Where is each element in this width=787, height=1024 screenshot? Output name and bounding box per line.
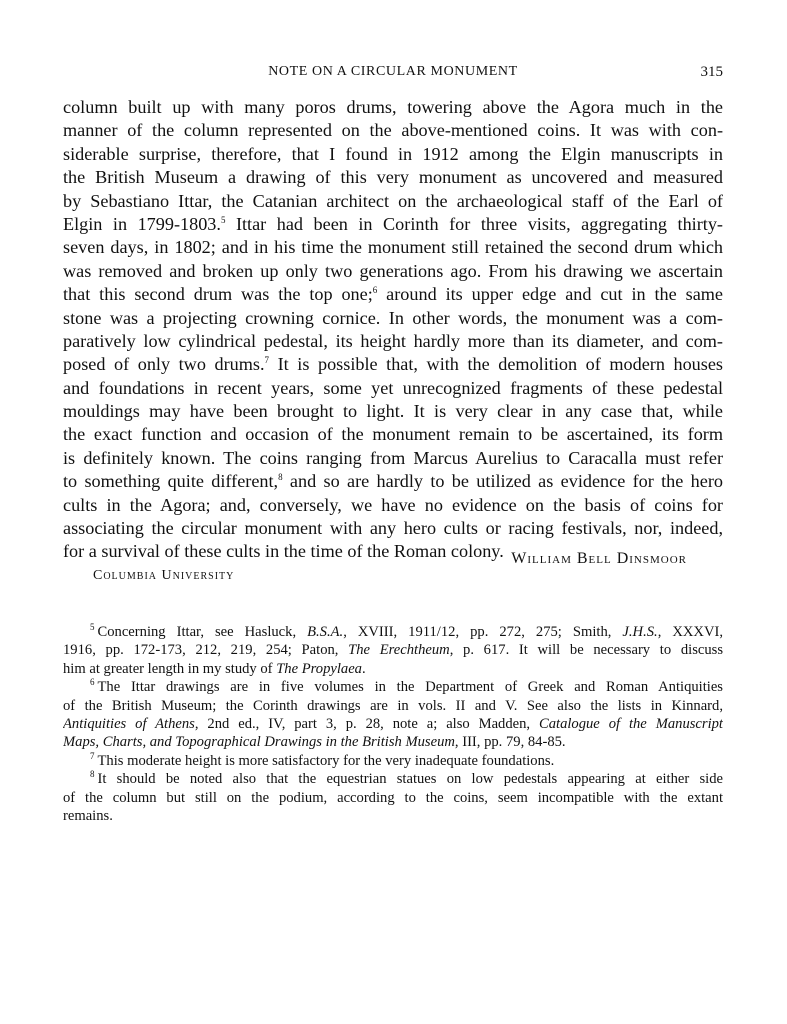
footnote-line: him at greater length in my study of The Propylaea. bbox=[63, 660, 366, 677]
footnote-line: 1916, pp. 172-173, 212, 219, 254; Paton, The Erechtheum, p. 617. It will be necessary to discuss bbox=[63, 642, 723, 659]
body-line: by Sebastiano Ittar, the Catanian architect on the archaeological staff of the Earl of bbox=[63, 190, 723, 211]
footnote-line: $^5$ Concerning Ittar, see Hasluck, B.S.A., XVIII, 1911/12, pp. 272, 275; Smith, J.H.S., XXXVI, bbox=[90, 623, 723, 640]
footnote-line: remains. bbox=[63, 807, 113, 824]
body-line: paratively low cylindrical pedestal, its height hardly more than its diameter, and com- bbox=[63, 330, 723, 351]
body-line: siderable surprise, therefore, that I found in 1912 among the Elgin manuscripts in bbox=[63, 143, 723, 164]
footnote-number: 6 bbox=[90, 678, 95, 688]
footnote-line: $^6$ The Ittar drawings are in five volumes in the Department of Greek and Roman Antiquities bbox=[90, 678, 723, 696]
body-line: to something quite different,$^8$ and so are hardly to be utilized as evidence for the hero bbox=[63, 471, 723, 492]
author-signature: William Bell Dinsmoor bbox=[511, 550, 687, 567]
body-paragraph bbox=[63, 96, 723, 564]
citation-title: J.H.S. bbox=[622, 624, 658, 640]
footnote-line: of the column but still on the podium, according to the coins, seem incompatible with the extant bbox=[63, 789, 723, 806]
footnotes bbox=[63, 623, 723, 825]
citation-title: Maps, Charts, and Topographical Drawings in the British Museum bbox=[63, 734, 455, 751]
running-title: NOTE ON A CIRCULAR MONUMENT bbox=[268, 64, 518, 79]
page-number: 315 bbox=[700, 64, 723, 80]
footnote-line: Antiquities of Athens, 2nd ed., IV, part 3, p. 28, note a; also Madden, Catalogue of the Manuscript bbox=[63, 715, 723, 732]
footnote-reference: 8 bbox=[278, 472, 283, 483]
footnote-reference: 6 bbox=[372, 285, 378, 296]
footnote-number: 5 bbox=[90, 623, 95, 633]
body-line: is definitely known. The coins ranging from Marcus Aurelius to Caracalla must refer bbox=[63, 447, 723, 468]
body-line: seven days, in 1802; and in his time the monument still retained the second drum which bbox=[63, 237, 723, 258]
body-line: associating the circular monument with any hero cults or racing festivals, nor, indeed, bbox=[63, 518, 723, 539]
body-line: cults in the Agora; and, conversely, we have no evidence on the basis of coins for bbox=[63, 494, 723, 515]
body-line: posed of only two drums.$^7$ It is possible that, with the demolition of modern houses bbox=[63, 354, 723, 375]
footnote-reference: 5 bbox=[220, 214, 226, 225]
citation-title: B.S.A. bbox=[307, 624, 344, 640]
body-line: and foundations in recent years, some yet unrecognized fragments of these pedestal bbox=[63, 377, 723, 398]
citation-title: The Propylaea bbox=[276, 660, 362, 677]
body-line: stone was a projecting crowning cornice. In other words, the monument was a com- bbox=[63, 307, 723, 328]
footnote-line: Maps, Charts, and Topographical Drawings in the British Museum, III, pp. 79, 84-85. bbox=[63, 734, 566, 751]
footnote-reference: 7 bbox=[264, 355, 270, 366]
running-head bbox=[63, 64, 723, 86]
footnote-line: of the British Museum; the Corinth drawings are in vols. II and V. See also the lists in Kinnard, bbox=[63, 697, 723, 714]
body-line: column built up with many poros drums, towering above the Agora much in the bbox=[63, 97, 723, 117]
footnote-number: 7 bbox=[90, 751, 95, 761]
body-line: was removed and broken up only two generations ago. From his drawing we ascertain bbox=[63, 260, 723, 281]
body-line: for a survival of these cults in the time of the Roman colony. bbox=[63, 541, 504, 562]
body-line: the exact function and occasion of the monument remain to be ascertained, its form bbox=[63, 424, 723, 445]
citation-title: Antiquities of Athens bbox=[63, 715, 195, 732]
footnote-line: $^7$ This moderate height is more satisfactory for the very inadequate foundations. bbox=[90, 751, 555, 769]
citation-title: The Erechtheum bbox=[348, 642, 450, 659]
body-line: manner of the column represented on the above-mentioned coins. It was with con- bbox=[63, 120, 723, 141]
author-affiliation: Columbia University bbox=[93, 568, 235, 583]
footnote-number: 8 bbox=[90, 770, 95, 780]
footnote-line: $^8$ It should be noted also that the equestrian statues on low pedestals appearing at either side bbox=[90, 770, 723, 788]
body-line: mouldings may have been brought to light. It is very clear in any case that, while bbox=[63, 401, 723, 422]
body-line: Elgin in 1799-1803.$^5$ Ittar had been in Corinth for three visits, aggregating thirty- bbox=[63, 213, 723, 234]
citation-title: Catalogue of the Manuscript bbox=[538, 715, 723, 732]
body-line: that this second drum was the top one;$^6$ around its upper edge and cut in the same bbox=[63, 284, 723, 305]
body-line: the British Museum a drawing of this very monument as uncovered and measured bbox=[63, 167, 723, 188]
